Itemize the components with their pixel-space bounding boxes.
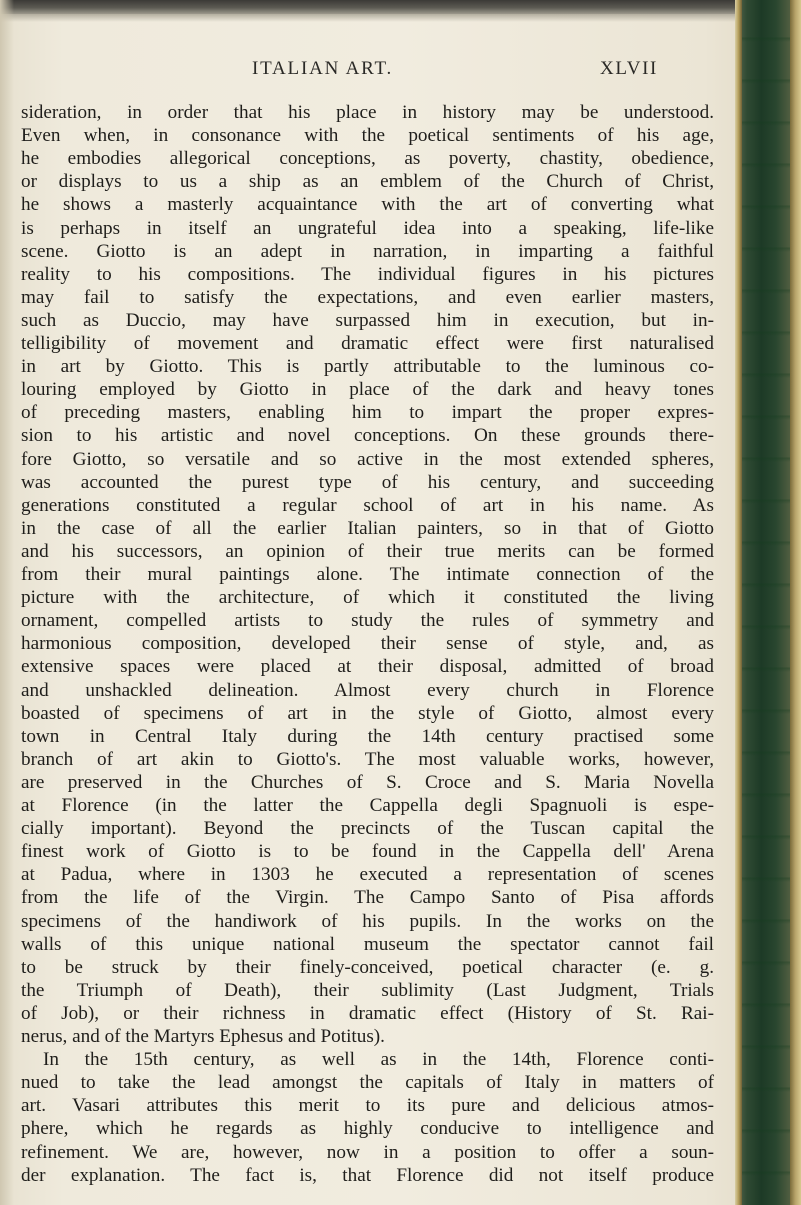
- text-line: and unshackled delineation. Almost every church in Florence: [21, 680, 714, 701]
- text-line: may fail to satisfy the expectations, and even earlier masters,: [21, 287, 714, 308]
- text-line: extensive spaces were placed at their disposal, admitted of broad: [21, 656, 714, 677]
- text-line: walls of this unique national museum the spectator cannot fail: [21, 934, 714, 955]
- text-line: art. Vasari attributes this merit to its pure and delicious atmos-: [21, 1095, 714, 1116]
- text-line: of Job), or their richness in dramatic effect (History of St. Rai-: [21, 1003, 714, 1024]
- text-line: he shows a masterly acquaintance with the art of converting what: [21, 194, 714, 215]
- text-line: ornament, compelled artists to study the rules of symmetry and: [21, 610, 714, 631]
- text-line: to be struck by their finely-conceived, poetical character (e. g.: [21, 957, 714, 978]
- text-line: at Florence (in the latter the Cappella degli Spagnuoli is espe-: [21, 795, 714, 816]
- text-line: nerus, and of the Martyrs Ephesus and Potitus).: [21, 1026, 385, 1047]
- text-line: or displays to us a ship as an emblem of the Church of Christ,: [21, 171, 714, 192]
- text-line: was accounted the purest type of his century, and succeeding: [21, 472, 714, 493]
- text-line: he embodies allegorical conceptions, as poverty, chastity, obedience,: [21, 148, 714, 169]
- text-line: finest work of Giotto is to be found in the Cappella dell' Arena: [21, 841, 714, 862]
- text-line: at Padua, where in 1303 he executed a representation of scenes: [21, 864, 714, 885]
- text-line: in the case of all the earlier Italian painters, so in that of Giotto: [21, 518, 714, 539]
- text-line: sion to his artistic and novel conceptions. On these grounds there-: [21, 425, 714, 446]
- text-line: cially important). Beyond the precincts of the Tuscan capital the: [21, 818, 714, 839]
- running-head: ITALIAN ART.: [252, 58, 394, 79]
- text-line: louring employed by Giotto in place of the dark and heavy tones: [21, 379, 714, 400]
- text-line: scene. Giotto is an adept in narration, in imparting a faithful: [21, 241, 714, 262]
- text-line: and his successors, an opinion of their true merits can be formed: [21, 541, 714, 562]
- text-line: In the 15th century, as well as in the 14th, Florence conti-: [43, 1049, 714, 1070]
- text-line: are preserved in the Churches of S. Croce and S. Maria Novella: [21, 772, 714, 793]
- text-line: town in Central Italy during the 14th century practised some: [21, 726, 714, 747]
- text-line: generations constituted a regular school of art in his name. As: [21, 495, 714, 516]
- text-line: sideration, in order that his place in history may be understood.: [21, 102, 714, 123]
- text-line: phere, which he regards as highly conducive to intelligence and: [21, 1118, 714, 1139]
- page-gutter-shadow: [0, 0, 14, 1205]
- text-line: from the life of the Virgin. The Campo Santo of Pisa affords: [21, 887, 714, 908]
- text-line: picture with the architecture, of which it constituted the living: [21, 587, 714, 608]
- page-number: XLVII: [600, 58, 658, 79]
- text-line: refinement. We are, however, now in a position to offer a soun-: [21, 1142, 714, 1163]
- page-header: [0, 58, 735, 86]
- text-line: branch of art akin to Giotto's. The most valuable works, however,: [21, 749, 714, 770]
- text-line: is perhaps in itself an ungrateful idea into a speaking, life-like: [21, 218, 714, 239]
- text-line: specimens of the handiwork of his pupils. In the works on the: [21, 911, 714, 932]
- text-line: boasted of specimens of art in the style of Giotto, almost every: [21, 703, 714, 724]
- page-fore-edge: [735, 0, 742, 1205]
- text-line: reality to his compositions. The individual figures in his pictures: [21, 264, 714, 285]
- text-line: from their mural paintings alone. The intimate connection of the: [21, 564, 714, 585]
- page-top-shadow: [0, 14, 735, 22]
- text-line: such as Duccio, may have surpassed him in execution, but in-: [21, 310, 714, 331]
- page-top-edge: [0, 0, 735, 14]
- cover-binding-edge: [790, 0, 801, 1205]
- text-line: telligibility of movement and dramatic effect were first naturalised: [21, 333, 714, 354]
- text-line: of preceding masters, enabling him to impart the proper expres-: [21, 402, 714, 423]
- text-line: the Triumph of Death), their sublimity (Last Judgment, Trials: [21, 980, 714, 1001]
- text-line: der explanation. The fact is, that Florence did not itself produce: [21, 1165, 714, 1186]
- text-line: fore Giotto, so versatile and so active in the most extended spheres,: [21, 449, 714, 470]
- text-line: nued to take the lead amongst the capitals of Italy in matters of: [21, 1072, 714, 1093]
- text-line: Even when, in consonance with the poetical sentiments of his age,: [21, 125, 714, 146]
- text-line: in art by Giotto. This is partly attributable to the luminous co-: [21, 356, 714, 377]
- text-line: harmonious composition, developed their sense of style, and, as: [21, 633, 714, 654]
